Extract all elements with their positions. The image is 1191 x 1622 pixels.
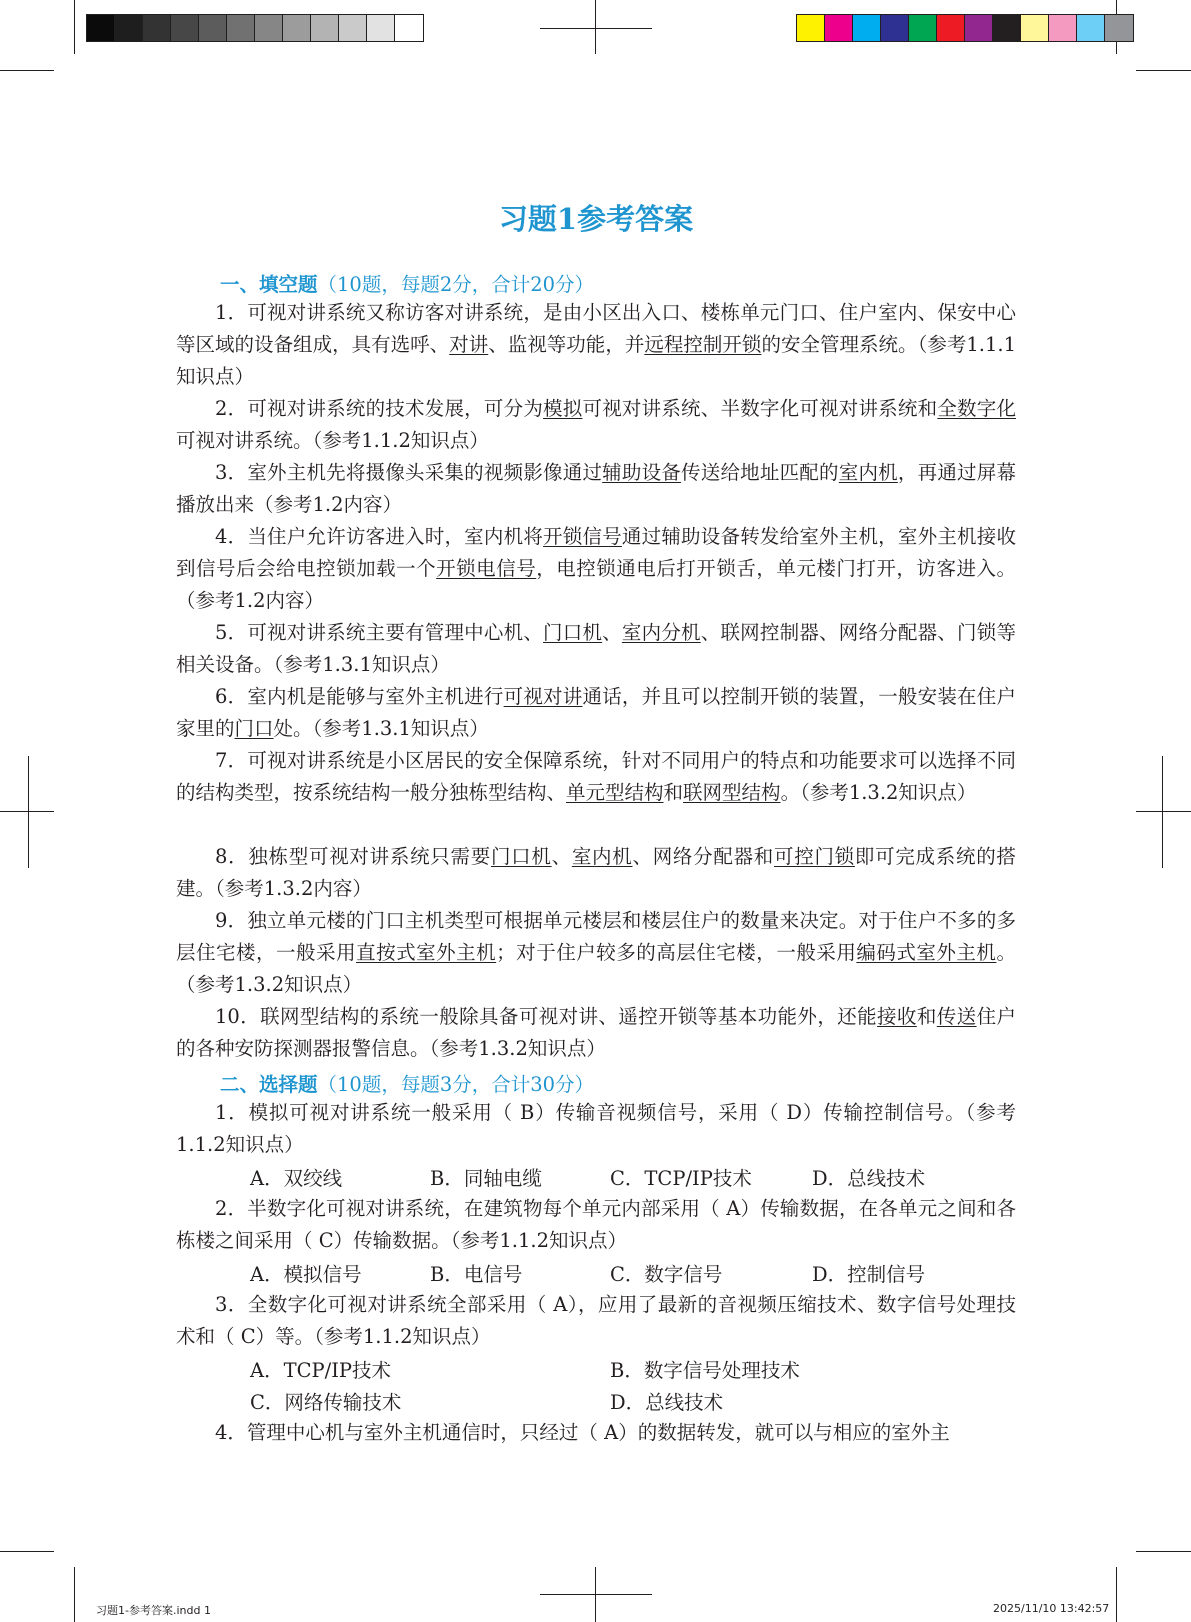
fill-question-1: 1．可视对讲系统又称访客对讲系统，是由小区出入口、楼栋单元门口、住户室内、保安中心等区域的设备组成，具有选呼、对讲、监视等功能，并远程控制开锁的安全管理系统。（参考1.1.1知识点）	[176, 301, 1016, 388]
answer-blank: 单元型结构	[566, 781, 664, 804]
process-color-swatch	[825, 15, 853, 41]
grayscale-swatch	[339, 15, 367, 41]
answer-blank: 直按式室外主机	[356, 941, 497, 964]
answer-blank: 室内机	[838, 461, 898, 484]
option-d: D．总线技术	[812, 1167, 926, 1190]
answer-blank: 门口机	[490, 845, 552, 868]
grayscale-swatch	[115, 15, 143, 41]
choice-question-4: 4．管理中心机与室外主机通信时，只经过（ A）的数据转发，就可以与相应的室外主	[215, 1421, 950, 1444]
fill-question-6: 6．室内机是能够与室外主机进行可视对讲通话，并且可以控制开锁的装置，一般安装在住户家里的门口处。（参考1.3.1知识点）	[176, 685, 1016, 740]
process-color-swatch	[937, 15, 965, 41]
grayscale-color-bar	[86, 14, 424, 42]
option-b: B．数字信号处理技术	[610, 1359, 800, 1382]
answer-blank: 模拟	[543, 397, 583, 420]
page-title: 习题1参考答案	[498, 202, 694, 236]
answer-blank: 开锁信号	[543, 525, 622, 548]
process-color-bar	[796, 14, 1134, 42]
option-b: B．电信号	[430, 1263, 523, 1286]
answer-blank: 门口机	[543, 621, 603, 644]
footer-filename: 习题1-参考答案.indd 1	[96, 1604, 211, 1617]
grayscale-swatch	[143, 15, 171, 41]
process-color-swatch	[1077, 15, 1105, 41]
option-a: A．双绞线	[250, 1167, 343, 1190]
option-c: C．数字信号	[610, 1263, 723, 1286]
answer-blank: 对讲	[449, 333, 489, 356]
fill-question-7: 7．可视对讲系统是小区居民的安全保障系统，针对不同用户的特点和功能要求可以选择不同的结构类型，按系统结构一般分独栋型结构、单元型结构和联网型结构。（参考1.3.2知识点）	[176, 749, 1016, 804]
answer-blank: 可控门锁	[774, 845, 855, 868]
grayscale-swatch	[171, 15, 199, 41]
fill-question-3: 3．室外主机先将摄像头采集的视频影像通过辅助设备传送给地址匹配的室内机，再通过屏幕播放出来（参考1.2内容）	[176, 461, 1016, 516]
option-a: A．TCP/IP技术	[250, 1359, 392, 1382]
grayscale-swatch	[227, 15, 255, 41]
fill-question-5: 5．可视对讲系统主要有管理中心机、门口机、室内分机、联网控制器、网络分配器、门锁等相关设备。（参考1.3.1知识点）	[176, 621, 1016, 676]
option-a: A．模拟信号	[250, 1263, 362, 1286]
grayscale-swatch	[255, 15, 283, 41]
fill-question-8: 8．独栋型可视对讲系统只需要门口机、室内机、网络分配器和可控门锁即可完成系统的搭建。（参考1.3.2内容）	[176, 845, 1016, 900]
answer-blank: 联网型结构	[683, 781, 781, 804]
process-color-swatch	[1021, 15, 1049, 41]
process-color-swatch	[909, 15, 937, 41]
answer-blank: 接收	[877, 1005, 917, 1028]
grayscale-swatch	[395, 15, 423, 41]
grayscale-swatch	[199, 15, 227, 41]
process-color-swatch	[1049, 15, 1077, 41]
option-d: D．总线技术	[610, 1391, 724, 1414]
answer-blank: 门口	[234, 717, 274, 740]
process-color-swatch	[881, 15, 909, 41]
answer-blank: 室内机	[571, 845, 633, 868]
process-color-swatch	[965, 15, 993, 41]
answer-blank: 编码式室外主机	[856, 941, 997, 964]
choice-question-1: 1．模拟可视对讲系统一般采用（ B）传输音视频信号，采用（ D）传输控制信号。（参考1.1.2知识点）	[176, 1101, 1016, 1156]
grayscale-swatch	[367, 15, 395, 41]
answer-blank: 室内分机	[621, 621, 701, 644]
option-c: C．TCP/IP技术	[610, 1167, 752, 1190]
fill-question-4: 4．当住户允许访客进入时，室内机将开锁信号通过辅助设备转发给室外主机，室外主机接收到信号后会给电控锁加载一个开锁电信号，电控锁通电后打开锁舌，单元楼门打开，访客进入。（参考1.2内容）	[176, 525, 1016, 612]
option-b: B．同轴电缆	[430, 1167, 542, 1190]
answer-blank: 全数字化	[937, 397, 1016, 420]
answer-blank: 远程控制开锁	[644, 333, 762, 356]
answer-blank: 传送	[936, 1005, 977, 1028]
grayscale-swatch	[311, 15, 339, 41]
fill-question-2: 2．可视对讲系统的技术发展，可分为模拟可视对讲系统、半数字化可视对讲系统和全数字化可视对讲系统。（参考1.1.2知识点）	[176, 397, 1016, 452]
process-color-swatch	[853, 15, 881, 41]
option-d: D．控制信号	[812, 1263, 926, 1286]
process-color-swatch	[993, 15, 1021, 41]
footer-timestamp: 2025/11/10 13:42:57	[993, 1602, 1110, 1615]
fill-question-9: 9．独立单元楼的门口主机类型可根据单元楼层和楼层住户的数量来决定。对于住户不多的多层住宅楼，一般采用直按式室外主机；对于住户较多的高层住宅楼，一般采用编码式室外主机。（参考1.3.2知识点）	[176, 909, 1016, 996]
answer-blank: 可视对讲	[503, 685, 583, 708]
section-choice-heading: 二、选择题（10题，每题3分，合计30分）	[220, 1073, 595, 1096]
answer-blank: 开锁电信号	[436, 557, 537, 580]
process-color-swatch	[1105, 15, 1133, 41]
choice-question-2: 2．半数字化可视对讲系统，在建筑物每个单元内部采用（ A）传输数据，在各单元之间和各栋楼之间采用（ C）传输数据。（参考1.1.2知识点）	[176, 1197, 1016, 1252]
process-color-swatch	[797, 15, 825, 41]
option-c: C．网络传输技术	[250, 1391, 402, 1414]
answer-blank: 辅助设备	[602, 461, 682, 484]
grayscale-swatch	[283, 15, 311, 41]
choice-question-3: 3．全数字化可视对讲系统全部采用（ A），应用了最新的音视频压缩技术、数字信号处理技术和（ C）等。（参考1.1.2知识点）	[176, 1293, 1016, 1348]
section-fill-in-heading: 一、填空题（10题，每题2分，合计20分）	[220, 273, 595, 296]
fill-question-10: 10．联网型结构的系统一般除具备可视对讲、遥控开锁等基本功能外，还能接收和传送住户的各种安防探测器报警信息。（参考1.3.2知识点）	[176, 1005, 1016, 1060]
grayscale-swatch	[87, 15, 115, 41]
